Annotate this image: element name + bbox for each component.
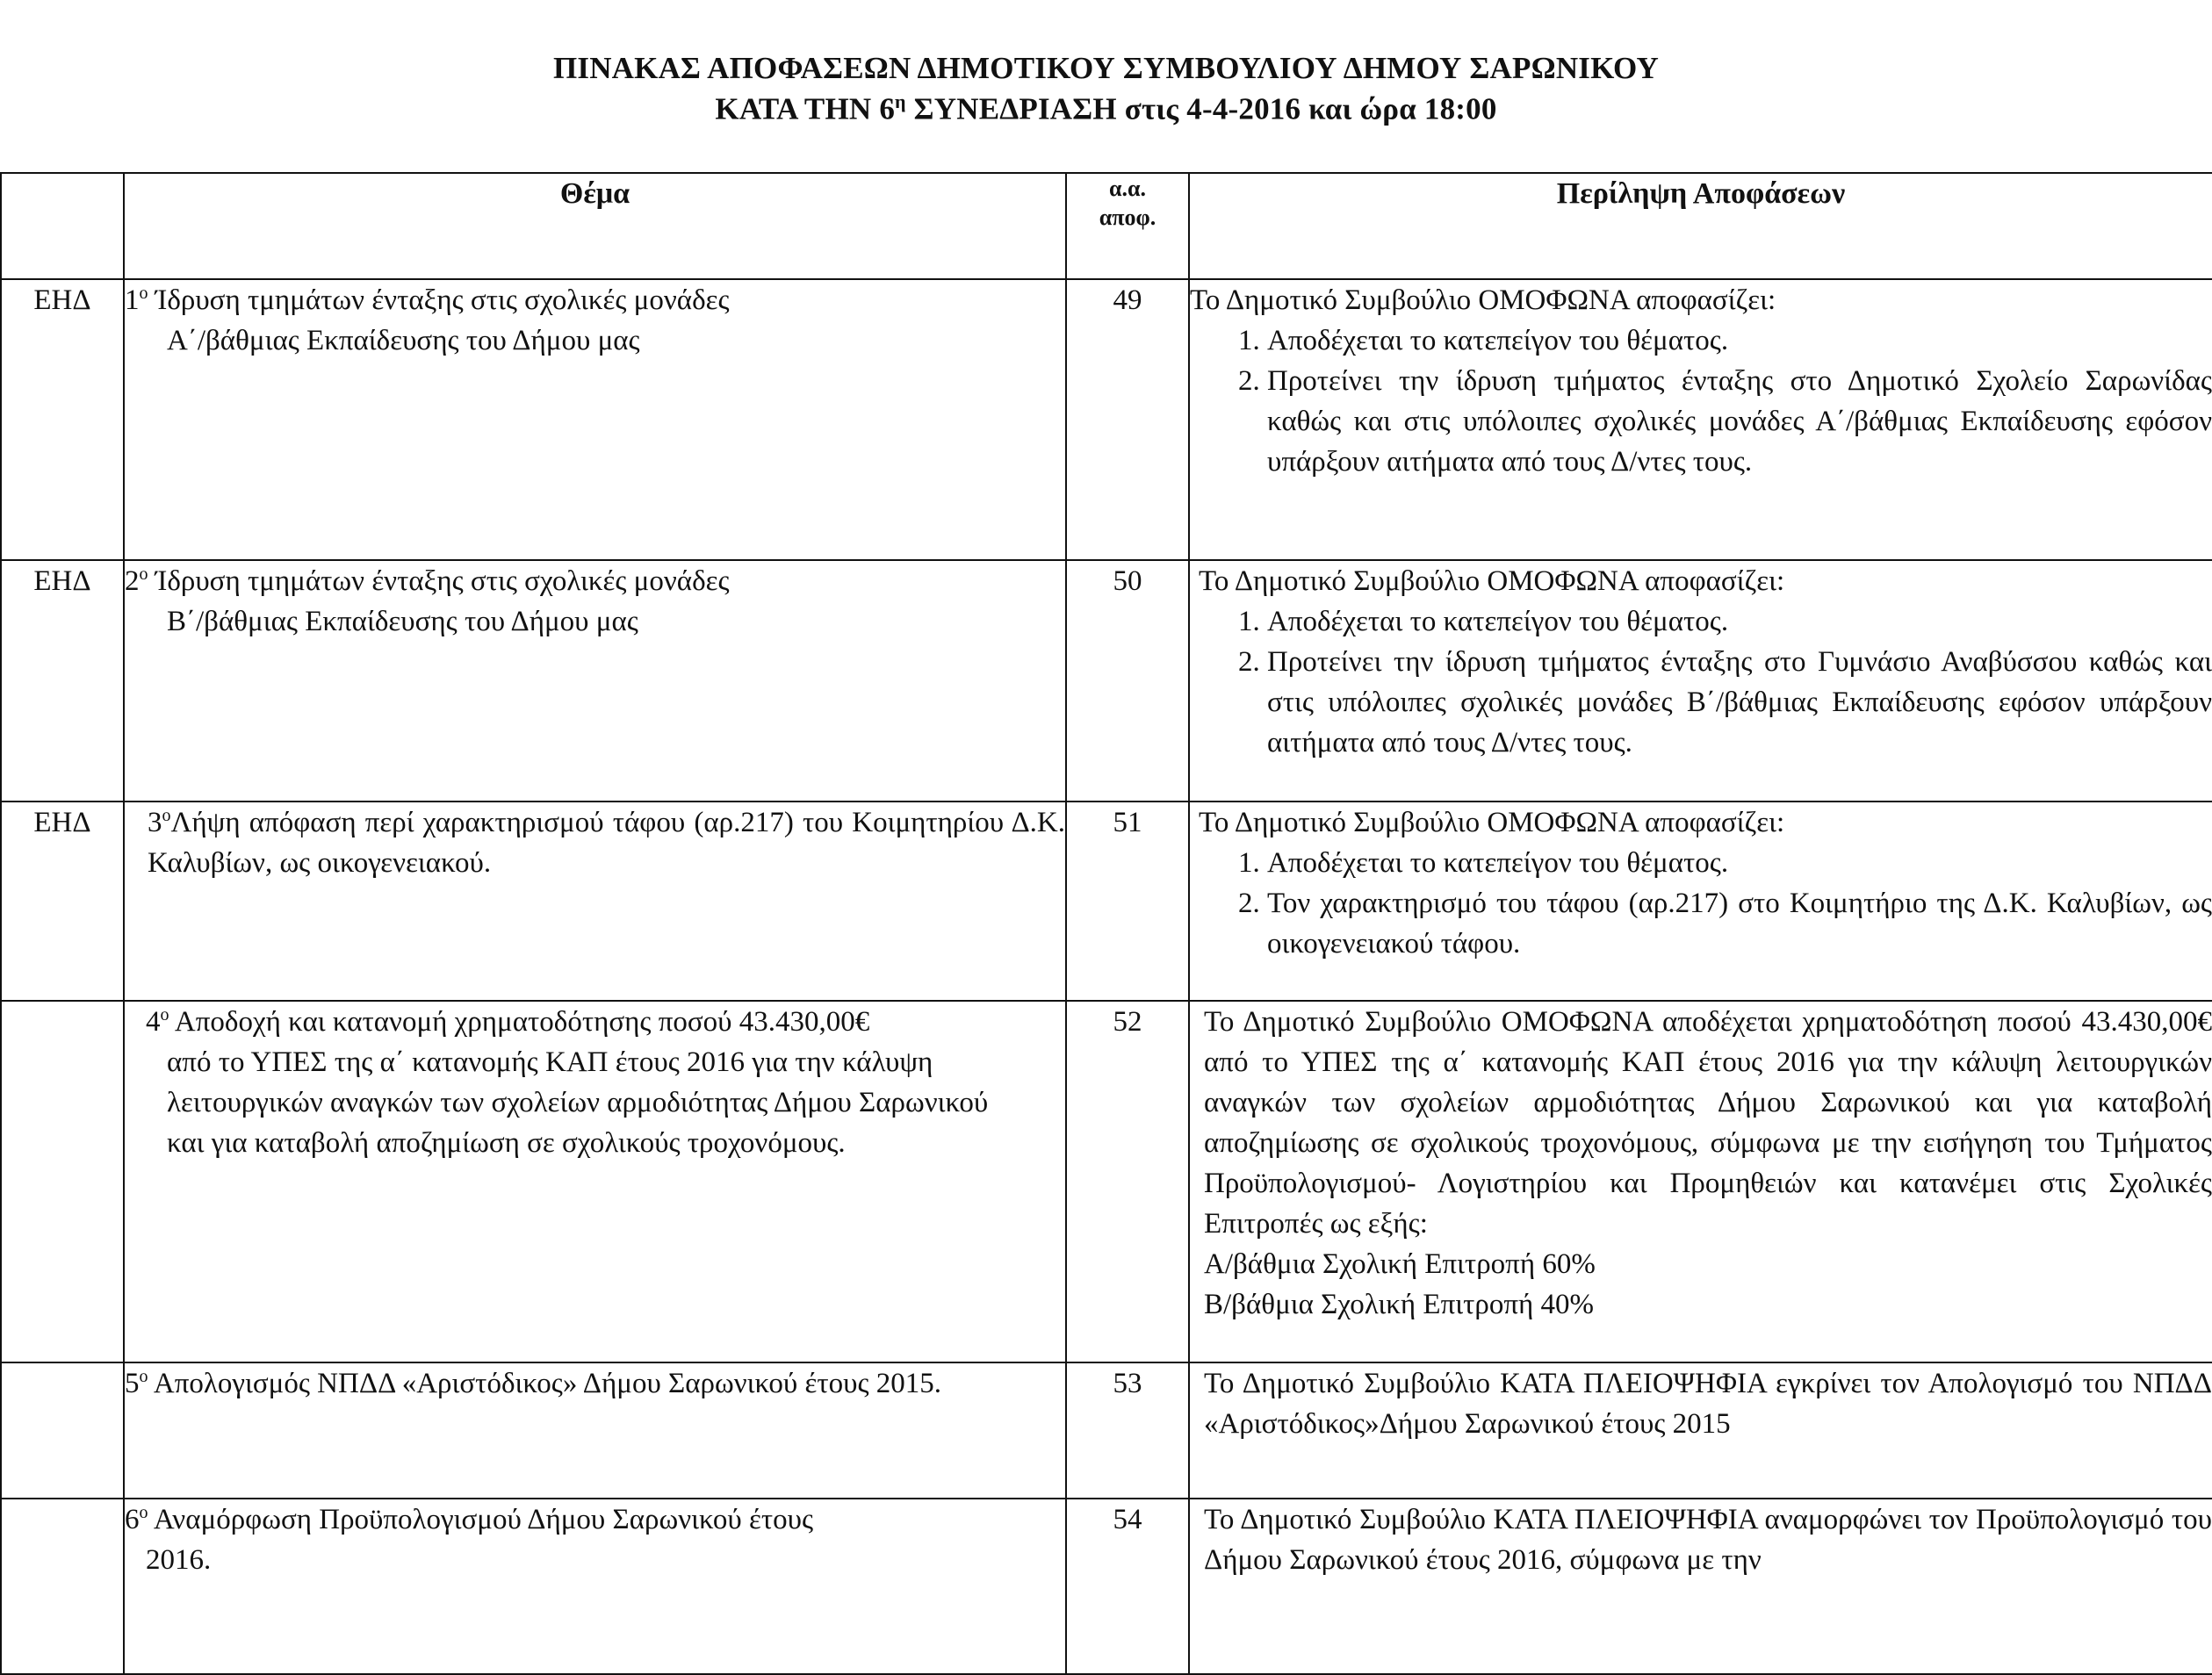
row-summary (1189, 802, 2212, 1001)
subject-text: Ίδρυση τμημάτων ένταξης στις σχολικές μονάδες (148, 284, 730, 316)
row-subject (124, 1362, 1066, 1499)
row-category: ΕΗΔ (1, 279, 124, 560)
row-summary (1189, 1001, 2212, 1362)
row-subject (124, 802, 1066, 1001)
summary-allocation: Β/βάθμια Σχολική Επιτροπή 40% (1204, 1289, 1595, 1320)
row-decision-number: 50 (1066, 560, 1189, 802)
summary-point: 2. Προτείνει την ίδρυση τμήματος ένταξης στο Γυμνάσιο Αναβύσσου καθώς και στις υπόλοιπες σχολικές μονάδες Β΄/βάθμιας Εκπαίδευσης εφόσον υπάρξουν αιτήματα από τους Δ/ντες τους. (1267, 642, 2212, 763)
row-subject (124, 1499, 1066, 1674)
header-subject: Θέμα (124, 173, 1066, 279)
ordinal-suffix: ο (139, 1503, 148, 1522)
row-category: ΕΗΔ (1, 560, 124, 802)
row-subject (124, 560, 1066, 802)
subject-continuation: από το ΥΠΕΣ της α΄ κατανομής ΚΑΠ έτους 2016 για την κάλυψη λειτουργικών αναγκών των σχολείων αρμοδιότητας Δήμου Σαρωνικού και για καταβολή αποζημίωση σε σχολικούς τροχονόμους. (167, 1046, 989, 1159)
row-category (1, 1001, 124, 1362)
subject-text: Ίδρυση τμημάτων ένταξης στις σχολικές μονάδες (148, 565, 730, 597)
header-category (1, 173, 124, 279)
ordinal-suffix: ο (139, 564, 148, 584)
row-summary (1189, 560, 2212, 802)
table-row (1, 279, 2212, 560)
table-row (1, 1362, 2212, 1499)
header-no-line2: αποφ. (1099, 205, 1156, 230)
ordinal-suffix: ο (160, 1005, 169, 1024)
summary-text: Το Δημοτικό Συμβούλιο ΟΜΟΦΩΝΑ αποδέχεται χρηματοδότηση ποσού 43.430,00€ από το ΥΠΕΣ της α΄ κατανομής ΚΑΠ έτους 2016 για την κάλυψη λειτουργικών αναγκών των σχολείων αρμοδιότητας Δήμου Σαρωνικού και για καταβολή αποζημίωσης σε σχολικούς τροχονόμους, σύμφωνα με την εισήγηση του Τμήματος Προϋπολογισμού- Λογιστηρίου και Προμηθειών και κατανέμει στις Σχολικές Επιτροπές ως εξής: (1204, 1006, 2212, 1240)
session-subtitle (0, 90, 2212, 127)
summary-text: Το Δημοτικό Συμβούλιο ΚΑΤΑ ΠΛΕΙΟΨΗΦΙΑ εγκρίνει τον Απολογισμό του ΝΠΔΔ «Αριστόδικος»Δήμου Σαρωνικού έτους 2015 (1204, 1368, 2212, 1440)
subject-ordinal: 5 (125, 1368, 140, 1399)
subject-text: Λήψη απόφαση περί χαρακτηρισμού τάφου (αρ.217) του Κοιμητηρίου Δ.Κ. Καλυβίων, ως οικογενειακού. (148, 807, 1065, 879)
document-title: ΠΙΝΑΚΑΣ ΑΠΟΦΑΣΕΩΝ ΔΗΜΟΤΙΚΟΥ ΣΥΜΒΟΥΛΙΟΥ ΔΗΜΟΥ ΣΑΡΩΝΙΚΟΥ (552, 51, 1660, 85)
row-subject (124, 279, 1066, 560)
row-category: ΕΗΔ (1, 802, 124, 1001)
table-row (1, 560, 2212, 802)
summary-intro: Το Δημοτικό Συμβούλιο ΟΜΟΦΩΝΑ αποφασίζει: (1190, 284, 1776, 316)
ordinal-suffix: ο (139, 1367, 148, 1386)
summary-point: 1. Αποδέχεται το κατεπείγον του θέματος. (1267, 601, 2212, 642)
summary-intro: Το Δημοτικό Συμβούλιο ΟΜΟΦΩΝΑ αποφασίζει: (1199, 565, 1785, 597)
row-subject (124, 1001, 1066, 1362)
subtitle-superscript: η (895, 90, 906, 112)
subject-continuation: 2016. (146, 1544, 212, 1576)
subject-text: Απολογισμός ΝΠΔΔ «Αριστόδικος» Δήμου Σαρωνικού έτους 2015. (148, 1368, 942, 1399)
header-summary: Περίληψη Αποφάσεων (1189, 173, 2212, 279)
table-row (1, 802, 2212, 1001)
summary-points (1190, 843, 2212, 964)
subject-text: Αναμόρφωση Προϋπολογισμού Δήμου Σαρωνικού έτους (148, 1504, 814, 1535)
row-category (1, 1499, 124, 1674)
summary-point: 1. Αποδέχεται το κατεπείγον του θέματος. (1267, 843, 2212, 883)
row-decision-number: 51 (1066, 802, 1189, 1001)
summary-points (1190, 320, 2212, 482)
summary-point: 2. Τον χαρακτηρισμό του τάφου (αρ.217) στο Κοιμητήριο της Δ.Κ. Καλυβίων, ως οικογενειακού τάφου. (1267, 883, 2212, 964)
decisions-table (0, 172, 2212, 1675)
summary-intro: Το Δημοτικό Συμβούλιο ΟΜΟΦΩΝΑ αποφασίζει: (1199, 807, 1785, 838)
subject-ordinal: 3 (148, 807, 162, 838)
row-decision-number: 52 (1066, 1001, 1189, 1362)
subject-ordinal: 2 (125, 565, 140, 597)
table-row (1, 1001, 2212, 1362)
subject-ordinal: 1 (125, 284, 140, 316)
ordinal-suffix: ο (162, 806, 171, 825)
row-summary (1189, 1362, 2212, 1499)
row-decision-number: 49 (1066, 279, 1189, 560)
ordinal-suffix: ο (139, 284, 148, 303)
summary-point: 1. Αποδέχεται το κατεπείγον του θέματος. (1267, 320, 2212, 361)
subtitle-prefix: ΚΑΤΑ ΤΗΝ 6 (715, 91, 896, 126)
row-summary (1189, 279, 2212, 560)
row-decision-number: 54 (1066, 1499, 1189, 1674)
row-category (1, 1362, 124, 1499)
summary-points (1190, 601, 2212, 763)
header-no-line1: α.α. (1108, 176, 1147, 201)
header-decision-number (1066, 173, 1189, 279)
subject-ordinal: 6 (125, 1504, 140, 1535)
subject-continuation: Α΄/βάθμιας Εκπαίδευσης του Δήμου μας (167, 325, 640, 356)
row-decision-number: 53 (1066, 1362, 1189, 1499)
subject-continuation: Β΄/βάθμιας Εκπαίδευσης του Δήμου μας (167, 606, 638, 637)
subject-ordinal: 4 (146, 1006, 161, 1038)
row-summary (1189, 1499, 2212, 1674)
summary-point: 2. Προτείνει την ίδρυση τμήματος ένταξης στο Δημοτικό Σχολείο Σαρωνίδας καθώς και στις υπόλοιπες σχολικές μονάδες Α΄/βάθμιας Εκπαίδευσης εφόσον υπάρξουν αιτήματα από τους Δ/ντες τους. (1267, 361, 2212, 482)
table-header-row (1, 173, 2212, 279)
subject-text: Αποδοχή και κατανομή χρηματοδότησης ποσού 43.430,00€ (169, 1006, 870, 1038)
subtitle-suffix: ΣΥΝΕΔΡΙΑΣΗ στις 4-4-2016 και ώρα 18:00 (905, 91, 1497, 126)
summary-allocation: Α/βάθμια Σχολική Επιτροπή 60% (1204, 1248, 1596, 1280)
table-row (1, 1499, 2212, 1674)
summary-text: Το Δημοτικό Συμβούλιο ΚΑΤΑ ΠΛΕΙΟΨΗΦΙΑ αναμορφώνει τον Προϋπολογισμό του Δήμου Σαρωνικού έτους 2016, σύμφωνα με την (1204, 1504, 2212, 1576)
